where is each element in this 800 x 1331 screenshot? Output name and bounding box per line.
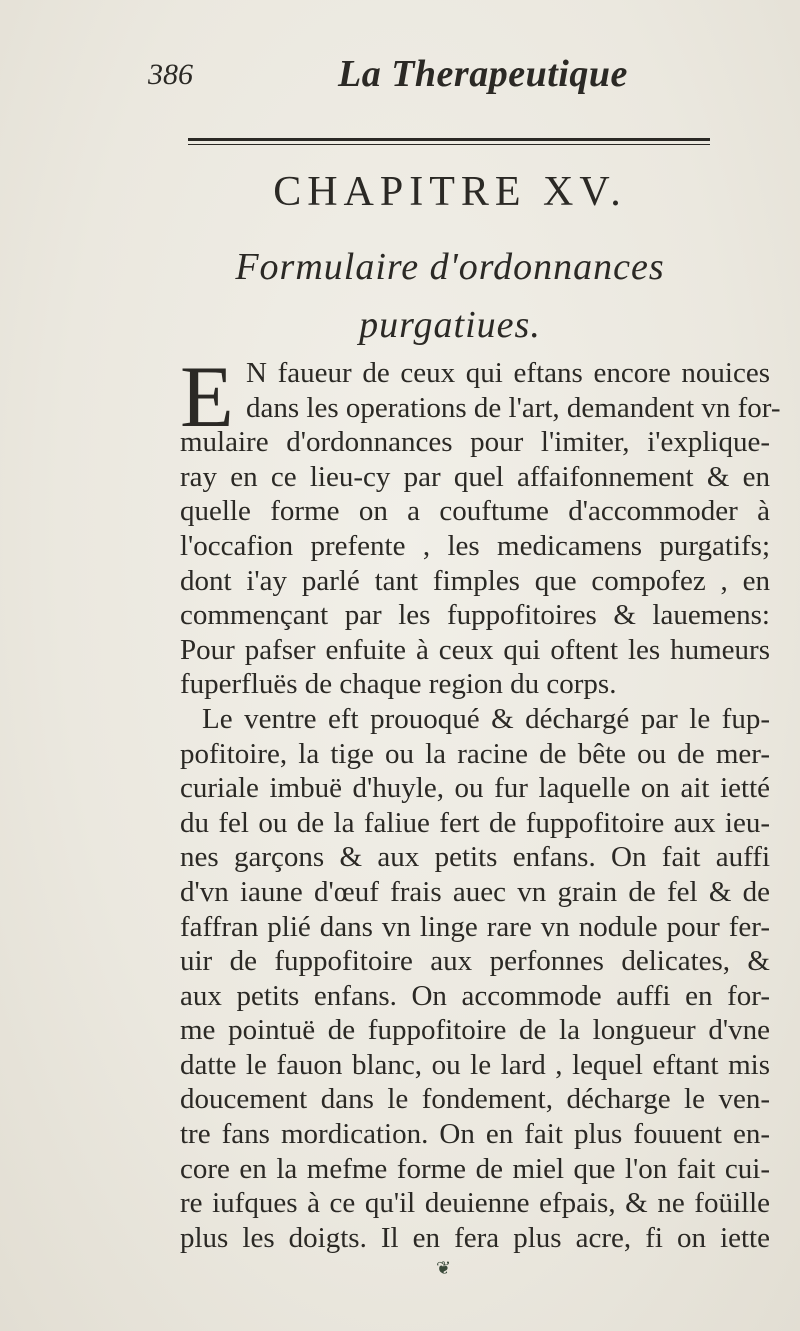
- chapter-heading: CHAPITRE XV.: [273, 169, 627, 215]
- text-line: faffran plié dans vn linge rare vn nodule pour fer-: [180, 910, 770, 943]
- chapter-subtitle-line-1: Formulaire d'ordonnances: [235, 246, 665, 288]
- text-line: re iufques à ce qu'il deuienne efpais, & ne foüille: [180, 1187, 770, 1220]
- text-line: Le ventre eft prouoqué & déchargé par le fup-: [202, 702, 770, 735]
- text-line: uir de fuppofitoire aux perfonnes delicates, &: [180, 945, 770, 978]
- text-line: tre fans mordication. On en fait plus fouuent en-: [180, 1118, 770, 1151]
- text-line: aux petits enfans. On accommode auffi en for-: [180, 979, 770, 1012]
- text-line: doucement dans le fondement, décharge le ven-: [180, 1083, 770, 1116]
- page-number: 386: [148, 58, 193, 91]
- running-title: La Therapeutique: [338, 53, 628, 95]
- text-line: nes garçons & aux petits enfans. On fait auffi: [180, 841, 770, 874]
- body-text: [180, 349, 781, 1255]
- header-rule: [188, 138, 710, 141]
- text-line: dont i'ay parlé tant fimples que compofez , en: [180, 564, 770, 597]
- text-line: quelle forme on a couftume d'accommoder à: [180, 495, 770, 528]
- text-line: mulaire d'ordonnances pour l'imiter, i'explique-: [180, 426, 770, 459]
- text-line: l'occafion prefente , les medicamens purgatifs;: [180, 529, 770, 562]
- text-line: Pour pafser enfuite à ceux qui oftent les humeurs: [180, 633, 770, 666]
- text-line: dans les operations de l'art, demandent vn for-: [246, 391, 781, 424]
- drop-cap: E: [180, 349, 234, 446]
- text-line: pofitoire, la tige ou la racine de bête ou de mer-: [180, 737, 770, 770]
- text-line: du fel ou de la faliue fert de fuppofitoire aux ieu-: [180, 806, 770, 839]
- page-header: [148, 52, 708, 102]
- text-line: N faueur de ceux qui eftans encore nouices: [246, 357, 770, 389]
- header-rule-thin: [188, 144, 710, 145]
- text-line: me pointuë de fuppofitoire de la longueur d'vne: [180, 1014, 770, 1047]
- text-line: plus les doigts. Il en fera plus acre, fi on iette: [180, 1221, 770, 1254]
- chapter-subtitle-line-2: purgatiues.: [359, 304, 541, 346]
- chapter-subtitle: [150, 238, 750, 354]
- text-line: d'vn iaune d'œuf frais auec vn grain de fel & de: [180, 875, 770, 908]
- text-line: fuperfluës de chaque region du corps.: [180, 668, 617, 701]
- text-line: core en la mefme forme de miel que l'on fait cui-: [180, 1152, 770, 1185]
- text-line: commençant par les fuppofitoires & lauemens:: [180, 599, 770, 632]
- text-line: datte le fauon blanc, ou le lard , lequel eftant mis: [180, 1048, 770, 1081]
- text-line: ray en ce lieu-cy par quel affaifonnement & en: [180, 460, 770, 493]
- text-line: curiale imbuë d'huyle, ou fur laquelle on ait ietté: [180, 772, 770, 805]
- ornament-icon: ❦: [436, 1258, 452, 1279]
